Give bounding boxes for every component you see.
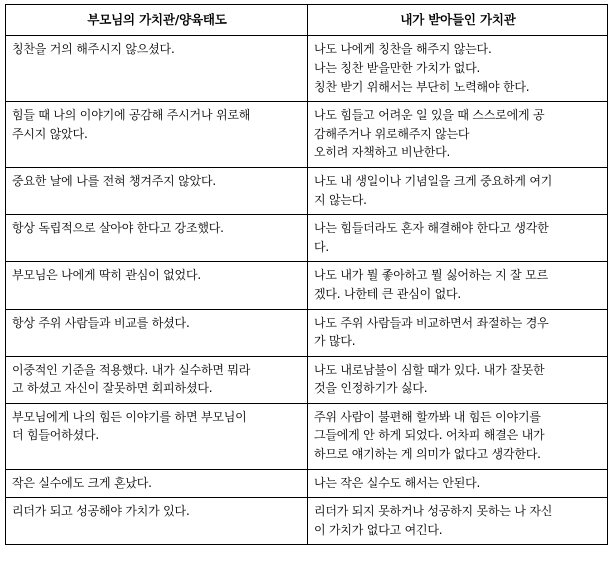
text-line: 나도 내가 뭘 좋아하고 뭘 싫어하는 지 잘 모르 <box>314 268 548 283</box>
table-body <box>6 36 608 545</box>
text-line: 항상 주위 사람들과 비교를 하셨다. <box>12 315 190 330</box>
text-line: 나는 힘들더라도 혼자 해결해야 한다고 생각한 <box>314 221 549 236</box>
cell-parent-value <box>6 262 308 309</box>
cell-parent-value <box>6 309 308 356</box>
text-line: 나도 주위 사람들과 비교하면서 좌절하는 경우 <box>314 315 549 330</box>
table-row <box>6 356 608 403</box>
text-line: 부모님에게 나의 힘든 이야기를 하면 부모님이 <box>12 409 247 424</box>
table-row <box>6 167 608 214</box>
text-line: 겠다. 나한테 큰 관심이 없다. <box>314 286 461 301</box>
text-line: 나는 칭찬 받을만한 가치가 없다. <box>314 60 481 75</box>
cell-parent-value <box>6 469 308 498</box>
cell-internalized-value <box>308 498 608 545</box>
text-line: 다. <box>314 239 330 254</box>
text-line: 나도 내로남불이 심할 때가 있다. 내가 잘못한 <box>314 362 545 377</box>
cell-internalized-value <box>308 36 608 102</box>
cell-internalized-value <box>308 262 608 309</box>
cell-internalized-value <box>308 215 608 262</box>
table-row <box>6 262 608 309</box>
table-row <box>6 36 608 102</box>
cell-parent-value <box>6 167 308 214</box>
text-line: 작은 실수에도 크게 혼났다. <box>12 475 152 490</box>
cell-parent-value <box>6 102 308 168</box>
cell-parent-value <box>6 403 308 469</box>
text-line: 리더가 되지 못하거나 성공하지 못하는 나 자신 <box>314 504 553 519</box>
text-line: 리더가 되고 성공해야 가치가 있다. <box>12 504 190 519</box>
text-line: 감해주거나 위로해주지 않는다 <box>314 126 470 141</box>
text-line: 하므로 얘기하는 게 의미가 없다고 생각한다. <box>314 447 541 462</box>
text-line: 주위 사람이 불편해 할까봐 내 힘든 이야기를 <box>314 409 541 424</box>
text-line: 고 하셨고 자신이 잘못하면 회피하셨다. <box>12 381 213 396</box>
column-header-parent-values: 부모님의 가치관/양육태도 <box>6 5 308 36</box>
table-row <box>6 309 608 356</box>
column-header-internalized-values: 내가 받아들인 가치관 <box>308 5 608 36</box>
table-row <box>6 403 608 469</box>
text-line: 더 힘들어하셨다. <box>12 428 99 443</box>
text-line: 나도 내 생일이나 기념일을 크게 중요하게 여기 <box>314 173 553 188</box>
text-line: 가 많다. <box>314 334 356 349</box>
cell-internalized-value <box>308 403 608 469</box>
table-header-row <box>6 5 608 36</box>
text-line: 이중적인 기준을 적용했다. 내가 실수하면 뭐라 <box>12 362 251 377</box>
values-table <box>5 4 608 545</box>
text-line: 주시지 않았다. <box>12 126 88 141</box>
cell-internalized-value <box>308 356 608 403</box>
table-row <box>6 498 608 545</box>
text-line: 지 않는다. <box>314 192 367 207</box>
text-line: 중요한 날에 나를 전혀 챙겨주지 않았다. <box>12 173 216 188</box>
text-line: 항상 독립적으로 살아야 한다고 강조했다. <box>12 221 224 236</box>
cell-internalized-value <box>308 167 608 214</box>
cell-parent-value <box>6 356 308 403</box>
table-row <box>6 102 608 168</box>
table-header <box>6 5 608 36</box>
table-row <box>6 469 608 498</box>
cell-internalized-value <box>308 102 608 168</box>
text-line: 나도 힘들고 어려운 일 있을 때 스스로에게 공 <box>314 108 545 123</box>
text-line: 칭찬을 거의 해주시지 않으셨다. <box>12 42 175 57</box>
text-line: 오히려 자책하고 비난한다. <box>314 145 451 160</box>
cell-internalized-value <box>308 469 608 498</box>
cell-internalized-value <box>308 309 608 356</box>
cell-parent-value <box>6 36 308 102</box>
text-line: 이 가치가 없다고 여긴다. <box>314 522 443 537</box>
text-line: 힘들 때 나의 이야기에 공감해 주시거나 위로해 <box>12 108 251 123</box>
text-line: 그들에게 안 하게 되었다. 어차피 해결은 내가 <box>314 428 545 443</box>
text-line: 것을 인정하기가 싫다. <box>314 381 428 396</box>
text-line: 나는 작은 실수도 해서는 안된다. <box>314 475 481 490</box>
document-body <box>5 4 607 545</box>
table-row <box>6 215 608 262</box>
text-line: 나도 나에게 칭찬을 해주지 않는다. <box>314 42 492 57</box>
text-line: 부모님은 나에게 딱히 관심이 없었다. <box>12 268 201 283</box>
cell-parent-value <box>6 215 308 262</box>
text-line: 칭찬 받기 위해서는 부단히 노력해야 한다. <box>314 79 530 94</box>
cell-parent-value <box>6 498 308 545</box>
